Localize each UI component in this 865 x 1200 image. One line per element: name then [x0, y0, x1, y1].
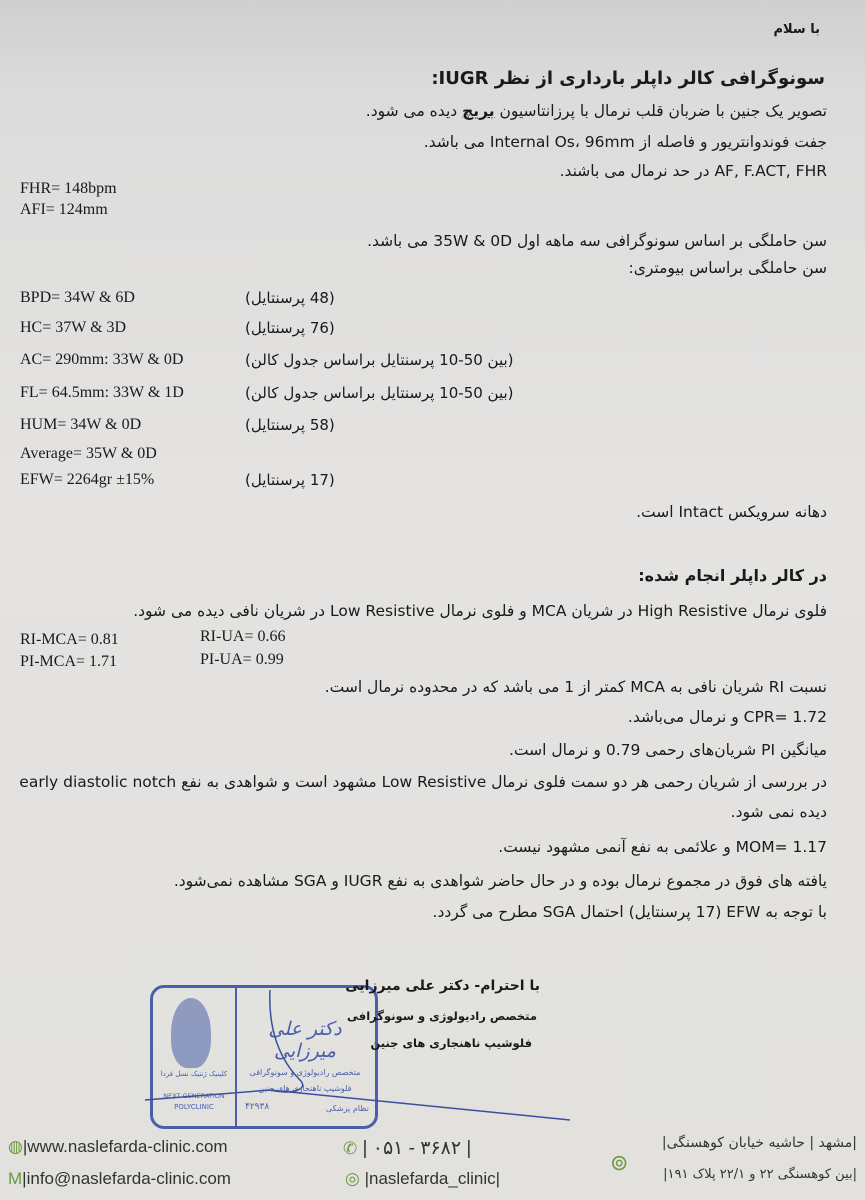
stamp-specialty: متخصص رادیولوژی و سونوگرافی: [249, 1068, 361, 1077]
intro-line-2: جفت فوندوانتریور و فاصله از Internal Os، 96mm می باشد.: [423, 133, 827, 151]
summary-line: یافته های فوق در مجموع نرمال بوده و در حال حاضر شواهدی به نفع IUGR و SGA مشاهده نمی‌شود.: [173, 872, 827, 890]
phone-text: ۰۵۱ - ۳۶۸۲: [372, 1138, 462, 1159]
cervix-line: دهانه سرویکس Intact است.: [636, 503, 827, 521]
uterine-line-2: دیده نمی شود.: [730, 803, 827, 821]
stamp-clinic-fa: کلینیک ژنتیک نسل فردا: [160, 1070, 228, 1078]
biometry-fl: FL= 64.5mm: 33W & 1D: [20, 384, 184, 401]
phone-icon: ✆: [343, 1139, 358, 1158]
biometry-hc: HC= 37W & 3D: [20, 319, 127, 336]
ri-mca: RI-MCA= 0.81: [20, 631, 119, 648]
stamp-name: دکتر علی میرزایی: [268, 1018, 342, 1062]
ga-line-1: سن حاملگی بر اساس سونوگرافی سه ماهه اول 35W & 0D می باشد.: [367, 232, 827, 250]
globe-icon: ◍: [8, 1137, 23, 1156]
biometry-hum-note: (58 پرسنتایل): [245, 416, 335, 434]
uterine-line-1: در بررسی از شریان رحمی هر دو سمت فلوی نرمال Low Resistive مشهود است و شواهدی به نفع early diastolic notch: [19, 773, 827, 791]
email-text: info@naslefarda-clinic.com: [26, 1169, 231, 1188]
biometry-hum: HUM= 34W & 0D: [20, 416, 142, 433]
ri-ua: RI-UA= 0.66: [200, 628, 286, 645]
biometry-ac: AC= 290mm: 33W & 0D: [20, 351, 184, 368]
stamp-license-number: ۴۲۹۳۸: [245, 1102, 270, 1112]
biometry-efw-note: (17 پرسنتایل): [245, 471, 335, 489]
website-text: www.naslefarda-clinic.com: [27, 1137, 228, 1156]
address-text: بین کوهسنگی ۲۲ و ۲۲/۱ پلاک ۱۹۱: [667, 1167, 853, 1182]
footer-instagram[interactable]: ◎ |naslefarda_clinic|: [345, 1169, 501, 1188]
text: تصویر یک جنین با ضربان قلب نرمال با پرزانتاسیون: [494, 102, 827, 120]
biometry-ac-note: (بین 50-10 پرسنتایل براساس جدول کالن): [245, 351, 514, 369]
doppler-heading: در کالر داپلر انجام شده:: [638, 566, 827, 585]
location-pin-icon: ⊚: [610, 1150, 629, 1175]
breech-emphasis: بریچ: [462, 102, 495, 120]
mail-icon: M: [8, 1169, 23, 1188]
biometry-efw: EFW= 2264gr ±15%: [20, 471, 155, 488]
ga-line-2: سن حاملگی براساس بیومتری:: [628, 259, 827, 277]
stamp-council: نظام پزشکی: [325, 1104, 369, 1113]
biometry-bpd: BPD= 34W & 6D: [20, 289, 135, 306]
instagram-icon: ◎: [345, 1169, 360, 1188]
footer-email[interactable]: M|info@naslefarda-clinic.com: [8, 1169, 231, 1188]
fhr-value: FHR= 148bpm: [20, 180, 117, 197]
ri-ratio: نسبت RI شریان نافی به MCA کمتر از 1 می باشد که در محدوده نرمال است.: [324, 678, 827, 696]
biometry-hc-note: (76 پرسنتایل): [245, 319, 335, 337]
footer-address-1: |مشهد | حاشیه خیابان کوهسنگی|: [661, 1135, 857, 1151]
report-title: سونوگرافی کالر داپلر بارداری از نظر IUGR:: [431, 68, 825, 89]
footer-website[interactable]: ◍|www.naslefarda-clinic.com: [8, 1137, 228, 1156]
stamp-clinic-en2: POLYCLINIC: [174, 1103, 214, 1111]
signature-fellowship: فلوشیپ ناهنجاری های جنین: [370, 1036, 532, 1050]
signature-specialty: متخصص رادیولوژی و سونوگرافی: [347, 1009, 537, 1023]
signature-name: با احترام- دکتر علی میرزایی: [345, 978, 540, 994]
pi-mean-line: میانگین PI شریان‌های رحمی 0.79 و نرمال است.: [508, 741, 827, 759]
mom-line: MOM= 1.17 و علائمی به نفع آنمی مشهود نیست.: [498, 838, 827, 856]
handwritten-signature: [140, 980, 580, 1130]
instagram-text: naslefarda_clinic: [368, 1169, 496, 1188]
intro-line-3: AF, F.ACT, FHR در حد نرمال می باشند.: [559, 162, 827, 180]
doppler-flow: فلوی نرمال High Resistive در شریان MCA و فلوی نرمال Low Resistive در شریان نافی دیده می شود.: [133, 602, 827, 620]
biometry-fl-note: (بین 50-10 پرسنتایل براساس جدول کالن): [245, 384, 514, 402]
text: دیده می شود.: [365, 102, 463, 120]
biometry-average: Average= 35W & 0D: [20, 445, 157, 462]
footer-address-2: |بین کوهسنگی ۲۲ و ۲۲/۱ پلاک ۱۹۱|: [663, 1167, 857, 1182]
greeting: با سلام: [773, 22, 820, 37]
address-text: مشهد | حاشیه خیابان کوهسنگی: [666, 1135, 853, 1151]
intro-line-1: [366, 102, 827, 120]
stamp-clinic-en1: NEXT GENERATION: [163, 1092, 225, 1100]
biometry-bpd-note: (48 پرسنتایل): [245, 289, 335, 307]
cpr-line: CPR= 1.72 و نرمال می‌باشد.: [627, 708, 827, 726]
pi-mca: PI-MCA= 1.71: [20, 653, 118, 670]
pi-ua: PI-UA= 0.99: [200, 651, 284, 668]
afi-value: AFI= 124mm: [20, 201, 108, 218]
stamp-fellowship: فلوشیپ ناهنجاری های جنین: [258, 1084, 352, 1093]
footer-phone[interactable]: ✆ | ۰۵۱ - ۳۶۸۲ |: [343, 1138, 472, 1159]
sga-line: با توجه به EFW (17 پرسنتایل) احتمال SGA مطرح می گردد.: [432, 903, 827, 921]
